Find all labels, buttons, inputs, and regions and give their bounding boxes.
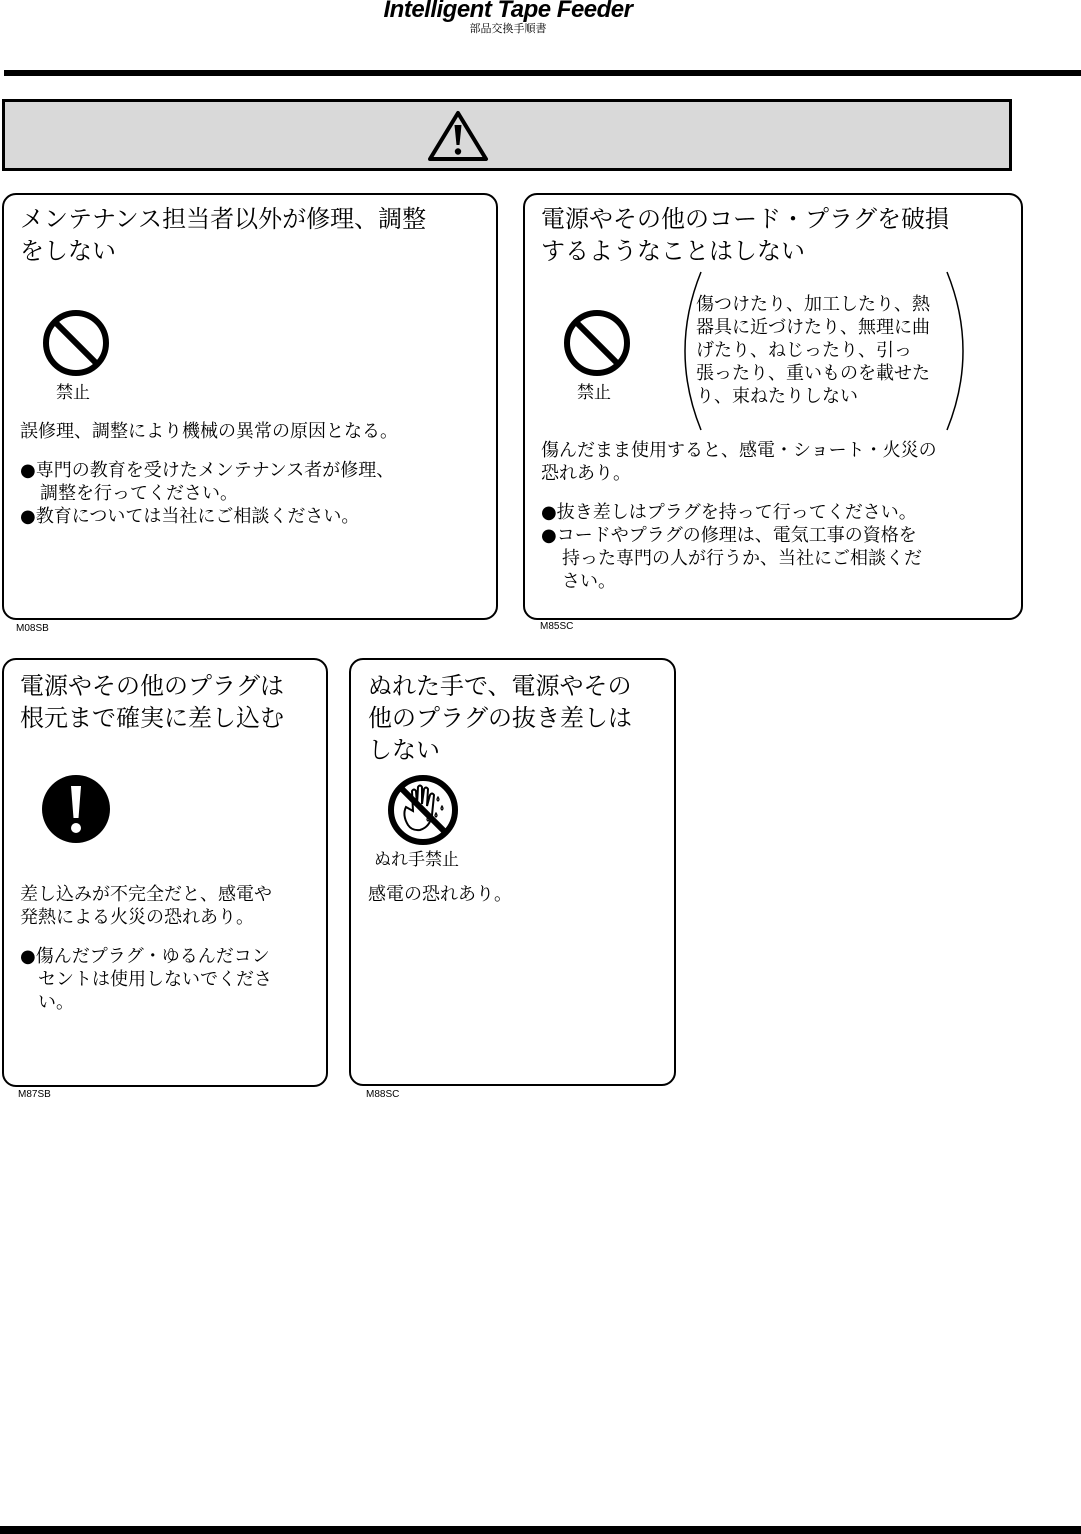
card-title-line: 電源やその他のコード・プラグを破損 (541, 205, 949, 233)
card-code: M08SB (16, 623, 49, 634)
card-title-line: ぬれた手で、電源やその (368, 672, 632, 700)
bullet-line: 持った専門の人が行うか、当社にご相談くだ (562, 548, 922, 569)
card-description-line: 恐れあり。 (541, 463, 631, 484)
bullet-line: ●教育については当社にご相談ください。 (20, 506, 360, 527)
note-line: 張ったり、重いものを載せた (696, 363, 930, 384)
bullet-line: ●抜き差しはプラグを持って行ってください。 (541, 502, 917, 523)
warning-triangle-icon (427, 110, 489, 162)
card-title-line: 他のプラグの抜き差しは (368, 704, 632, 732)
bullet-line: ●コードやプラグの修理は、電気工事の資格を (541, 525, 917, 546)
card-description-line: 差し込みが不完全だと、感電や (20, 884, 272, 905)
bullet-line: い。 (38, 992, 74, 1013)
card-code: M85SC (540, 621, 574, 632)
document-title: Intelligent Tape Feeder (383, 0, 633, 23)
safety-card-m85sc (523, 193, 1023, 620)
card-title-line: メンテナンス担当者以外が修理、調整 (20, 205, 427, 233)
warning-banner (2, 99, 1012, 171)
card-description-line: 発熱による火災の恐れあり。 (20, 907, 254, 928)
bullet-line: ●傷んだプラグ・ゆるんだコン (20, 946, 270, 967)
card-code: M87SB (18, 1089, 51, 1100)
card-code: M88SC (366, 1089, 400, 1100)
bullet-line: ●専門の教育を受けたメンテナンス者が修理、 (20, 460, 395, 481)
note-line: 器具に近づけたり、無理に曲 (696, 317, 930, 338)
bullet-line: セントは使用しないでくださ (38, 969, 272, 990)
card-title-line: 根元まで確実に差し込む (20, 704, 284, 732)
safety-card-m87sb (2, 658, 328, 1087)
document-subtitle: 部品交換手順書 (469, 22, 547, 35)
card-description: 感電の恐れあり。 (368, 884, 512, 905)
no-wet-hands-icon (386, 773, 460, 847)
prohibition-icon (562, 308, 632, 378)
prohibition-label: 禁止 (577, 383, 611, 403)
top-rule (4, 70, 1081, 76)
card-description: 誤修理、調整により機械の異常の原因となる。 (20, 421, 398, 442)
card-title-line: をしない (20, 237, 116, 265)
note-line: り、束ねたりしない (696, 386, 858, 407)
no-wet-hands-label: ぬれ手禁止 (374, 850, 459, 870)
mandatory-action-icon (41, 774, 111, 844)
safety-card-m08sb (2, 193, 498, 620)
card-description-line: 傷んだまま使用すると、感電・ショート・火災の (541, 440, 937, 461)
note-line: 傷つけたり、加工したり、熱 (696, 294, 930, 315)
safety-card-m88sc (349, 658, 676, 1086)
bullet-line: さい。 (562, 571, 616, 592)
card-title-line: 電源やその他のプラグは (20, 672, 284, 700)
bottom-rule (0, 1526, 1081, 1534)
card-title-line: するようなことはしない (541, 237, 805, 265)
right-parenthesis-bracket (943, 270, 973, 432)
note-line: げたり、ねじったり、引っ (696, 340, 912, 361)
prohibition-label: 禁止 (56, 383, 90, 403)
prohibition-icon (41, 308, 111, 378)
card-title-line: しない (368, 736, 440, 764)
bullet-line: 調整を行ってください。 (40, 483, 238, 504)
